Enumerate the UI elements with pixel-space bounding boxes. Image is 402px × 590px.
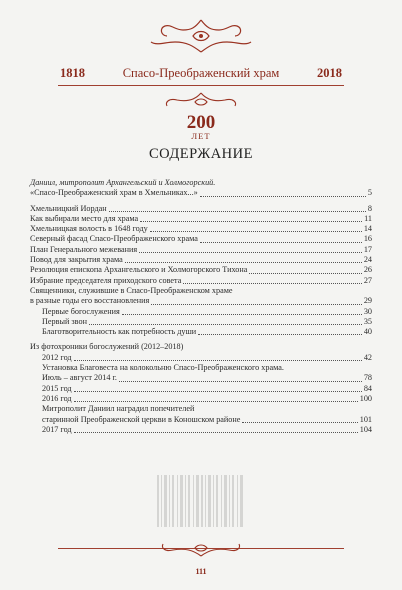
toc-entry: Резолюция епископа Архангельского и Холмогорского Тихона 26	[30, 265, 372, 275]
toc-subentry: 2012 год 42	[42, 352, 372, 362]
mid-ornament	[151, 90, 251, 110]
toc-subentry: 2016 год 100	[42, 393, 372, 403]
church-title: Спасо-Преображенский храм	[122, 66, 280, 80]
toc-entry: План Генерального межевания 17	[30, 244, 372, 254]
photo-heading: Из фотохроники богослужений (2012–2018)	[30, 342, 184, 352]
barcode-shadow	[155, 475, 247, 527]
toc-subentry: старинной Преображенской церкви в Коношском районе 101	[42, 414, 372, 424]
toc-entry: Хмельницкая волость в 1648 году 14	[30, 224, 372, 234]
toc-subentry: Первые богослужения 30	[42, 306, 372, 316]
toc-subentry: Первый звон 35	[42, 316, 372, 326]
top-ornament	[131, 16, 271, 56]
bottom-ornament	[141, 538, 261, 560]
header-row	[0, 66, 402, 81]
intro-author: Даниил, митрополит Архангельский и Холмогорский.	[30, 178, 216, 187]
toc-entry: Как выбирали место для храма 11	[30, 213, 372, 223]
table-of-contents	[30, 178, 372, 435]
page-title: СОДЕРЖАНИЕ	[149, 146, 253, 162]
year-right: 2018	[317, 66, 342, 80]
toc-subentry: 2015 год 84	[42, 383, 372, 393]
toc-entry: Хмельницкий Иордан 8	[30, 203, 372, 213]
toc-entry: Северный фасад Спасо-Преображенского храма 16	[30, 234, 372, 244]
page-number: 111	[195, 567, 207, 576]
toc-subentry: 2017 год 104	[42, 424, 372, 434]
clergy-line: Священники, служившие в Спасо-Преображенском храме	[30, 285, 233, 295]
toc-entry: «Спасо-Преображенский храм в Хмельниках...» 5	[30, 188, 372, 198]
toc-subentry: Июль – август 2014 г. 78	[42, 373, 372, 383]
toc-entry: Повод для закрытия храма 24	[30, 255, 372, 265]
toc-entry: Избрание председателя приходского совета 27	[30, 275, 372, 285]
blag-line: Установка Благовеста на колокольню Спасо-Преображенского храма.	[42, 363, 284, 373]
anniversary-number: 200	[186, 112, 216, 133]
year-left: 1818	[60, 66, 85, 80]
anniversary-unit: ЛЕТ	[191, 131, 211, 141]
toc-subentry: Благотворительность как потребность души 40	[42, 327, 372, 337]
toc-entry: в разные годы его восстановления 29	[30, 296, 372, 306]
award-line: Митрополит Даниил наградил попечителей	[42, 404, 195, 414]
divider-top	[58, 85, 344, 86]
